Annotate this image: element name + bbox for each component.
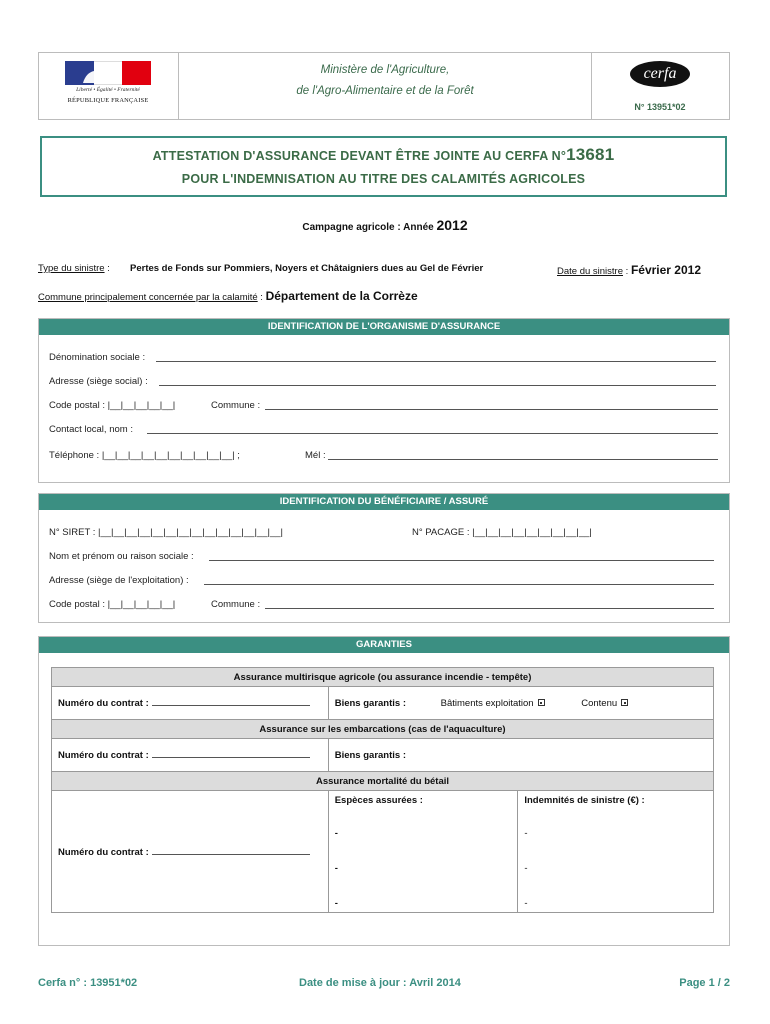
- campagne-agricole: [0, 217, 770, 233]
- mortalite-header: Assurance mortalité du bétail: [52, 772, 714, 791]
- espece-entry-3[interactable]: -: [334, 898, 338, 909]
- logo-cell: [39, 53, 179, 119]
- republique-francaise-logo: [65, 61, 151, 113]
- multirisque-contrat-field[interactable]: [152, 697, 310, 706]
- especes-label: Espèces assurées :: [334, 795, 423, 806]
- beneficiaire-heading: IDENTIFICATION DU BÉNÉFICIAIRE / ASSURÉ: [39, 494, 729, 510]
- title-line-2: POUR L'INDEMNISATION AU TITRE DES CALAMITÉS AGRICOLES: [181, 172, 586, 186]
- numero-contrat-label: Numéro du contrat :: [58, 846, 149, 858]
- commune-beneficiaire-label: Commune :: [211, 599, 261, 610]
- date-sinistre-row: [557, 263, 701, 277]
- telephone-field[interactable]: Téléphone : |__|__|__|__|__|__|__|__|__|__| ;: [49, 450, 240, 461]
- type-sinistre-sep: :: [104, 263, 110, 274]
- code-postal-beneficiaire[interactable]: Code postal : |__|__|__|__|__|: [49, 599, 176, 610]
- batiments-checkbox[interactable]: [538, 699, 545, 706]
- contact-local-field[interactable]: [147, 425, 718, 434]
- mortalite-contrat-field[interactable]: [152, 846, 310, 855]
- indemnites-cell: [518, 791, 714, 913]
- pacage-field[interactable]: N° PACAGE : |__|__|__|__|__|__|__|__|__|: [412, 527, 592, 538]
- commune-calamite-value: Département de la Corrèze: [265, 289, 418, 303]
- numero-contrat-label: Numéro du contrat :: [58, 750, 149, 761]
- commune-organisme-label: Commune :: [211, 400, 261, 411]
- adresse-siege-label: Adresse (siège social) :: [49, 376, 148, 387]
- cerfa-reference-number: 13681: [566, 145, 615, 164]
- commune-beneficiaire-field[interactable]: [265, 600, 714, 609]
- devise-text: Liberté • Égalité • Fraternité: [76, 87, 140, 93]
- denomination-field[interactable]: [156, 353, 716, 362]
- multirisque-contrat-cell: [52, 687, 329, 720]
- contenu-checkbox[interactable]: [621, 699, 628, 706]
- footer-cerfa-number: Cerfa n° : 13951*02: [38, 977, 138, 989]
- marianne-icon: [79, 64, 109, 84]
- adresse-exploitation-field[interactable]: [204, 576, 714, 585]
- organisme-heading: IDENTIFICATION DE L'ORGANISME D'ASSURANCE: [39, 319, 729, 335]
- numero-contrat-label: Numéro du contrat :: [58, 698, 149, 709]
- especes-cell: [328, 791, 518, 913]
- header-box: [38, 52, 730, 120]
- nom-raison-sociale-field[interactable]: [209, 552, 714, 561]
- commune-organisme-field[interactable]: [265, 401, 718, 410]
- commune-calamite-row: [38, 289, 418, 303]
- title-line-1: [42, 145, 725, 165]
- ministry-line-1: Ministère de l'Agriculture,: [320, 64, 450, 76]
- embarcations-header: Assurance sur les embarcations (cas de l'aquaculture): [52, 720, 714, 739]
- biens-garantis-label: Biens garantis :: [334, 749, 406, 761]
- cerfa-cell: [591, 53, 729, 119]
- type-sinistre-label: Type du sinistre: [38, 263, 105, 274]
- cerfa-number: N° 13951*02: [634, 102, 686, 112]
- type-sinistre-row: [38, 263, 110, 274]
- cerfa-logo: cerfa: [630, 61, 690, 87]
- embarcations-biens-cell: [328, 739, 713, 772]
- indemnite-entry-2[interactable]: -: [524, 863, 528, 874]
- type-sinistre-value: Pertes de Fonds sur Pommiers, Noyers et Châtaigniers dues au Gel de Février: [130, 263, 484, 274]
- indemnite-entry-1[interactable]: -: [524, 828, 528, 839]
- batiments-label: Bâtiments exploitation: [440, 697, 534, 709]
- commune-calamite-label: Commune principalement concernée par la calamité: [38, 292, 258, 303]
- mortalite-contrat-cell: [52, 791, 329, 913]
- biens-garantis-label: Biens garantis :: [334, 697, 406, 709]
- nom-raison-sociale-label: Nom et prénom ou raison sociale :: [49, 551, 194, 562]
- espece-entry-1[interactable]: -: [334, 828, 338, 839]
- title-line-1-text: ATTESTATION D'ASSURANCE DEVANT ÊTRE JOINTE AU CERFA N°: [152, 149, 567, 163]
- multirisque-header: Assurance multirisque agricole (ou assurance incendie - tempête): [52, 668, 714, 687]
- mel-label: Mél :: [305, 450, 326, 461]
- multirisque-biens-cell: [328, 687, 713, 720]
- embarcations-contrat-cell: [52, 739, 329, 772]
- indemnite-entry-3[interactable]: -: [524, 898, 528, 909]
- date-sinistre-sep: :: [623, 266, 631, 277]
- contenu-label: Contenu: [581, 697, 618, 709]
- footer-page-number: Page 1 / 2: [679, 977, 730, 989]
- denomination-label: Dénomination sociale :: [49, 352, 146, 363]
- mel-field[interactable]: [328, 451, 718, 460]
- republique-francaise-text: RÉPUBLIQUE FRANÇAISE: [67, 97, 149, 104]
- indemnites-label: Indemnités de sinistre (€) :: [524, 795, 645, 806]
- footer-update-date: Date de mise à jour : Avril 2014: [299, 977, 461, 989]
- embarcations-contrat-field[interactable]: [152, 749, 310, 758]
- espece-entry-2[interactable]: -: [334, 863, 338, 874]
- garanties-table: [51, 667, 714, 913]
- campagne-label: Campagne agricole : Année: [302, 222, 434, 233]
- date-sinistre-value: Février 2012: [630, 263, 701, 277]
- ministry-line-2: de l'Agro-Alimentaire et de la Forêt: [296, 85, 474, 97]
- siret-field[interactable]: N° SIRET : |__|__|__|__|__|__|__|__|__|__|__|__|__|__|: [49, 527, 283, 538]
- contact-local-label: Contact local, nom :: [49, 424, 133, 435]
- commune-calamite-sep: :: [257, 292, 266, 303]
- code-postal-organisme[interactable]: Code postal : |__|__|__|__|__|: [49, 400, 176, 411]
- title-box: [40, 136, 727, 197]
- campagne-year: 2012: [436, 217, 468, 233]
- date-sinistre-label: Date du sinistre: [557, 266, 624, 277]
- adresse-siege-field[interactable]: [159, 377, 716, 386]
- garanties-heading: GARANTIES: [39, 637, 729, 653]
- adresse-exploitation-label: Adresse (siège de l'exploitation) :: [49, 575, 189, 586]
